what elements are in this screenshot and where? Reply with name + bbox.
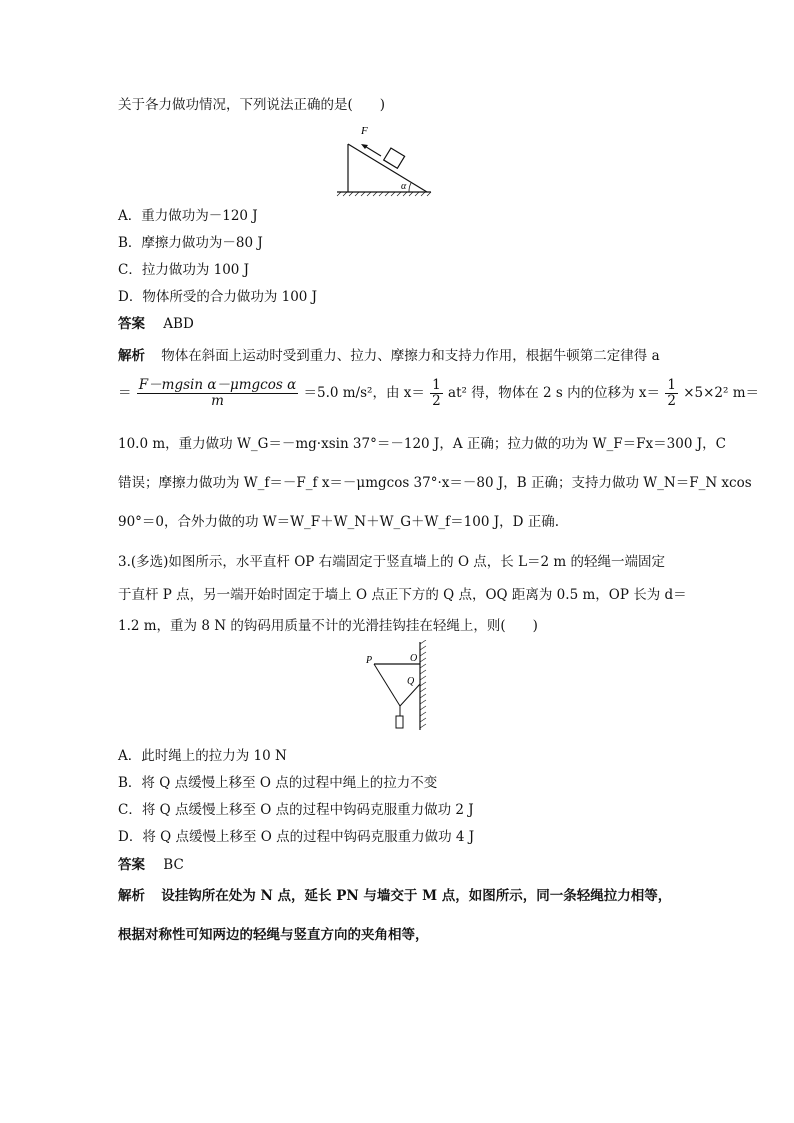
- q3-stem-line-3: 1.2 m，重为 8 N 的钩码用质量不计的光滑挂钩挂在轻绳上，则( ): [118, 618, 538, 634]
- ground-hatch: [337, 192, 431, 196]
- wall-hatch: [420, 640, 426, 728]
- rope-left: [374, 664, 400, 706]
- incline-surface: [348, 144, 427, 192]
- half-fraction-1: [430, 378, 443, 409]
- q3-option-a: A．此时绳上的拉力为 10 N: [118, 748, 287, 764]
- rope-wall-figure: [360, 640, 440, 735]
- half-denominator-2: 2: [667, 393, 676, 409]
- fraction-denominator: m: [211, 393, 224, 409]
- q1-answer-value: ABD: [163, 316, 194, 332]
- analysis-mid-text: ＝5.0 m/s²，由 x＝: [303, 385, 425, 401]
- half-denominator-1: 2: [432, 393, 441, 409]
- fraction-numerator: F－mgsin α－μmgcos α: [138, 377, 297, 393]
- q1-answer-row: [118, 315, 194, 333]
- q1-analysis-line-3: 10.0 m，重力做功 W_G＝－mg·xsin 37°＝－120 J，A 正确；拉力做的功为 W_F＝Fx＝300 J，C: [118, 436, 726, 452]
- analysis-tail-text: ×5×2² m＝: [683, 385, 760, 401]
- q1-option-c: C．拉力做功为 100 J: [118, 262, 250, 278]
- incline-figure: [335, 120, 435, 198]
- rope-right: [400, 684, 420, 706]
- q3-answer-label: 答案: [118, 857, 145, 873]
- weight-block: [396, 716, 403, 728]
- force-label: F: [361, 125, 368, 137]
- q1-option-b: B．摩擦力做功为－80 J: [118, 235, 263, 251]
- q3-analysis-line-1: [118, 887, 671, 905]
- q3-option-b: B．将 Q 点缓慢上移至 O 点的过程中绳上的拉力不变: [118, 775, 438, 791]
- q1-analysis-line-1: [118, 347, 660, 365]
- q1-analysis-line-5: 90°＝0，合外力做的功 W＝W_F＋W_N＋W_G＋W_f＝100 J，D 正确.: [118, 514, 560, 530]
- q1-analysis-line-2: [118, 378, 759, 409]
- analysis-mid-text-2: at² 得，物体在 2 s 内的位移为 x＝: [448, 385, 661, 401]
- q3-option-c: C．将 Q 点缓慢上移至 O 点的过程中钩码克服重力做功 2 J: [118, 802, 474, 818]
- acceleration-fraction: [137, 378, 298, 409]
- q3-analysis-text-1: 设挂钩所在处为 N 点，延长 PN 与墙交于 M 点，如图所示，同一条轻绳拉力相等，: [161, 888, 672, 904]
- half-numerator-1: 1: [432, 377, 441, 393]
- force-arrowhead: [361, 144, 368, 149]
- q3-stem-line-2: 于直杆 P 点，另一端开始时固定于墙上 O 点正下方的 Q 点，OQ 距离为 0.5 m，OP 长为 d＝: [118, 587, 687, 603]
- q3-analysis-line-2: 根据对称性可知两边的轻绳与竖直方向的夹角相等，: [118, 927, 429, 943]
- q3-stem-line-1: 3.(多选)如图所示，水平直杆 OP 右端固定于竖直墙上的 O 点，长 L＝2 m 的轻绳一端固定: [118, 554, 666, 570]
- q1-analysis-line-4: 错误；摩擦力做功为 W_f＝－F_f x＝－μmgcos 37°·x＝－80 J，B 正确；支持力做功 W_N＝F_N xcos: [118, 475, 752, 491]
- q1-analysis-label: 解析: [118, 348, 145, 364]
- half-fraction-2: [665, 378, 678, 409]
- q3-option-d: D．将 Q 点缓慢上移至 O 点的过程中钩码克服重力做功 4 J: [118, 829, 475, 845]
- q1-stem: 关于各力做功情况，下列说法正确的是( ): [118, 97, 386, 113]
- q1-analysis-text-1: 物体在斜面上运动时受到重力、拉力、摩擦力和支持力作用，根据牛顿第二定律得 a: [161, 348, 660, 364]
- q3-answer-row: [118, 856, 184, 874]
- q1-option-d: D．物体所受的合力做功为 100 J: [118, 289, 318, 305]
- equals-sign: ＝: [118, 385, 132, 401]
- half-numerator-2: 1: [667, 377, 676, 393]
- point-q-label: Q: [407, 676, 415, 687]
- point-p-label: P: [366, 655, 373, 666]
- q1-answer-label: 答案: [118, 316, 145, 332]
- q3-analysis-label: 解析: [118, 888, 145, 904]
- angle-label: α: [401, 181, 407, 192]
- block: [384, 148, 405, 168]
- q3-answer-value: BC: [163, 857, 184, 873]
- point-o-label: O: [410, 653, 418, 664]
- angle-arc: [409, 183, 411, 192]
- q1-option-a: A．重力做功为－120 J: [118, 208, 258, 224]
